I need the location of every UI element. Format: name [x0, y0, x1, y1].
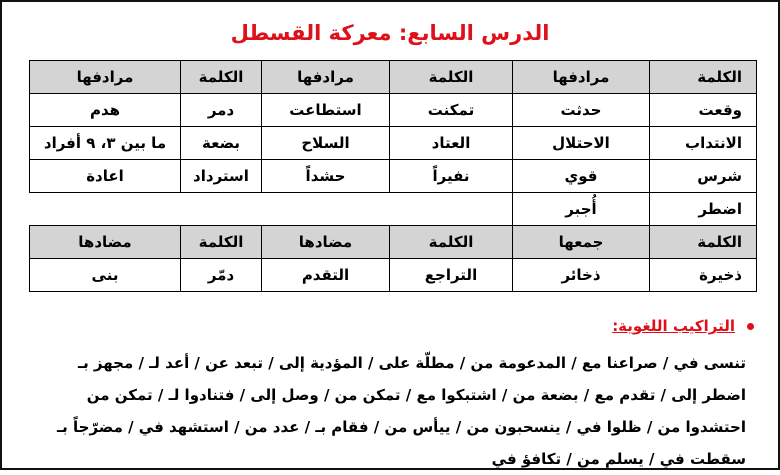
table-cell: بنى: [30, 259, 181, 292]
table-header-row: [30, 226, 757, 259]
header-cell: مرادفها: [30, 61, 181, 94]
table-cell: أُجبر: [513, 193, 650, 226]
empty-cell: [30, 193, 513, 226]
table-cell: حشداً: [262, 160, 390, 193]
bullet-icon: [747, 323, 754, 330]
section-heading: [29, 315, 756, 337]
header-cell: الكلمة: [650, 226, 757, 259]
header-cell: الكلمة: [181, 226, 262, 259]
table-row: [30, 259, 757, 292]
table-cell: اضطر: [650, 193, 757, 226]
table-cell: هدم: [30, 94, 181, 127]
header-cell: الكلمة: [390, 226, 513, 259]
header-cell: مرادفها: [513, 61, 650, 94]
table-row: [30, 193, 757, 226]
table-cell: تمكنت: [390, 94, 513, 127]
lesson-title-prefix: الدرس السابع:: [398, 21, 550, 45]
vocabulary-table: [29, 60, 757, 292]
header-cell: جمعها: [513, 226, 650, 259]
paragraph-line: تنسى في / صراعنا مع / المدعومة من / مطلّة على / المؤدية إلى / تبعد عن / أعد لـ / مجهز بـ: [77, 354, 746, 372]
table-cell: التراجع: [390, 259, 513, 292]
header-cell: الكلمة: [650, 61, 757, 94]
table-cell: دمر: [181, 94, 262, 127]
table-cell: ذخائر: [513, 259, 650, 292]
paragraph-line: سقطت في / يسلم من / تكافؤ في: [491, 450, 746, 468]
lesson-title-name: معركة القسطل: [230, 21, 392, 45]
header-cell: الكلمة: [181, 61, 262, 94]
table-cell: ذخيرة: [650, 259, 757, 292]
table-cell: قوي: [513, 160, 650, 193]
header-cell: مرادفها: [262, 61, 390, 94]
paragraph-line: احتشدوا من / ظلوا في / ينسحبون من / ييأس من / فقام بـ / عدد من / استشهد في / مضرّجاً بـ: [57, 418, 746, 436]
table-row: [30, 127, 757, 160]
table-cell: العتاد: [390, 127, 513, 160]
header-cell: مضادها: [30, 226, 181, 259]
table-cell: استرداد: [181, 160, 262, 193]
table-cell: اعادة: [30, 160, 181, 193]
header-cell: مضادها: [262, 226, 390, 259]
table-cell: الاحتلال: [513, 127, 650, 160]
table-cell: نفيراً: [390, 160, 513, 193]
structures-section: [29, 315, 756, 475]
header-cell: الكلمة: [390, 61, 513, 94]
table-cell: السلاح: [262, 127, 390, 160]
table-row: [30, 94, 757, 127]
table-cell: شرس: [650, 160, 757, 193]
table-cell: بضعة: [181, 127, 262, 160]
lesson-title: [2, 20, 778, 46]
paragraph-line: اضطر إلى / تقدم مع / بضعة من / اشتبكوا مع / تمكن من / وصل إلى / فتنادوا لـ / تمكن من: [86, 386, 746, 404]
table-cell: الانتداب: [650, 127, 757, 160]
table-row: [30, 160, 757, 193]
table-cell: دمّر: [181, 259, 262, 292]
table-cell: حدثت: [513, 94, 650, 127]
section-title: التراكيب اللغوية:: [612, 317, 735, 335]
table-header-row: [30, 61, 757, 94]
table-cell: التقدم: [262, 259, 390, 292]
table-cell: ما بين ٣، ٩ أفراد: [30, 127, 181, 160]
table-cell: وقعت: [650, 94, 757, 127]
table-cell: استطاعت: [262, 94, 390, 127]
structures-paragraph: [29, 347, 746, 475]
